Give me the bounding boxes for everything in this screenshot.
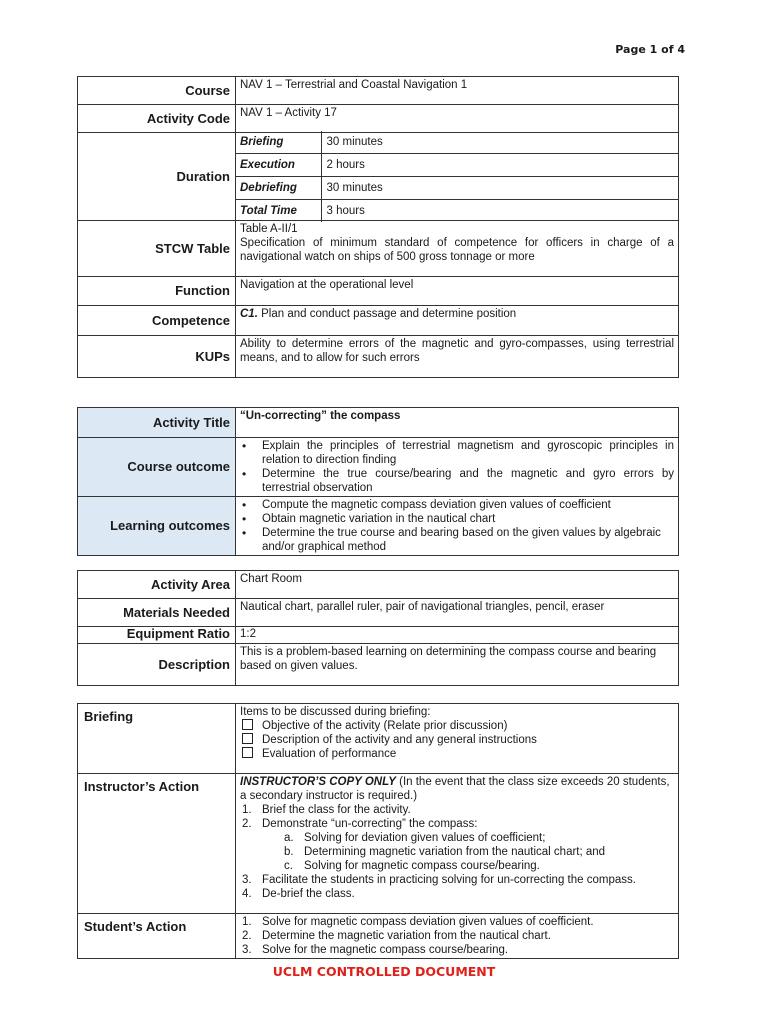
function-value: Navigation at the operational level — [236, 277, 679, 306]
list-item — [240, 943, 674, 957]
description-label: Description — [78, 644, 236, 686]
step-number: 1. — [242, 916, 252, 928]
course-label: Course — [78, 77, 236, 105]
student-action-content — [236, 914, 679, 959]
list-item — [240, 887, 674, 901]
list-item — [240, 831, 674, 845]
materials-value: Nautical chart, parallel ruler, pair of navigational triangles, pencil, eraser — [236, 599, 679, 627]
duration-row — [235, 200, 679, 223]
list-item — [240, 859, 674, 873]
activity-title-value: “Un-correcting” the compass — [236, 408, 679, 438]
step-number: 3. — [242, 944, 252, 956]
duration-value: 2 hours — [321, 154, 679, 177]
stcw-label: STCW Table — [78, 221, 236, 277]
student-action-label: Student’s Action — [78, 914, 236, 959]
page-of: of — [661, 43, 674, 56]
description-value: This is a problem-based learning on determining the compass course and bearing based on given values. — [236, 644, 679, 686]
instructor-action-label: Instructor’s Action — [78, 774, 236, 914]
course-outcome-list — [236, 438, 679, 497]
step-number: 1. — [242, 804, 252, 816]
checkbox-icon — [242, 747, 253, 758]
list-item — [240, 845, 674, 859]
list-item — [240, 817, 674, 831]
checklist-item-label: Objective of the activity (Relate prior discussion) — [262, 720, 508, 732]
duration-row — [235, 154, 679, 177]
competence-label: Competence — [78, 306, 236, 336]
step-number: 2. — [242, 930, 252, 942]
step-number: 4. — [242, 888, 252, 900]
course-value: NAV 1 – Terrestrial and Coastal Navigation 1 — [236, 77, 679, 105]
step-number: 2. — [242, 818, 252, 830]
stcw-value — [236, 221, 679, 277]
briefing-label: Briefing — [78, 704, 236, 774]
duration-table — [235, 131, 679, 222]
briefing-content — [236, 704, 679, 774]
instructor-note-text: (In the event that the class size exceeds 20 students, a secondary instructor is required.) — [240, 776, 670, 802]
competence-prefix: C1. — [240, 308, 258, 320]
checklist-item — [240, 747, 674, 761]
step-text: De-brief the class. — [262, 888, 355, 900]
step-text: Demonstrate “un-correcting” the compass: — [262, 818, 478, 830]
step-text: Determining magnetic variation from the nautical chart; and — [304, 846, 606, 858]
list-item: • Determine the true course/bearing and the magnetic and gyro errors by terrestrial observation — [240, 467, 674, 495]
instructor-note — [240, 775, 674, 803]
page-total: 4 — [677, 43, 685, 56]
step-text: Solving for magnetic compass course/bearing. — [304, 860, 540, 872]
list-item: • Determine the true course and bearing based on the given values by algebraic and/or graphical method — [240, 526, 674, 554]
course-info-table — [77, 76, 679, 378]
duration-value: 30 minutes — [321, 131, 679, 154]
briefing-intro: Items to be discussed during briefing: — [240, 706, 431, 718]
duration-name: Total Time — [235, 200, 321, 223]
step-text: Determine the magnetic variation from the nautical chart. — [262, 930, 551, 942]
step-text: Brief the class for the activity. — [262, 804, 411, 816]
duration-row — [235, 177, 679, 200]
course-outcome-label: Course outcome — [78, 438, 236, 497]
duration-value: 30 minutes — [321, 177, 679, 200]
step-number: c. — [284, 860, 293, 872]
materials-label: Materials Needed — [78, 599, 236, 627]
competence-text: Plan and conduct passage and determine position — [261, 308, 517, 320]
checklist-item-label: Description of the activity and any general instructions — [262, 734, 537, 746]
checklist-item — [240, 733, 674, 747]
activity-details-table — [77, 570, 679, 686]
step-number: 3. — [242, 874, 252, 886]
step-number: b. — [284, 846, 294, 858]
stcw-table-ref: Table A-II/1 — [240, 223, 298, 235]
duration-value: 3 hours — [321, 200, 679, 223]
list-item — [240, 873, 674, 887]
equipment-ratio-value: 1:2 — [236, 627, 679, 644]
learning-outcomes-list — [236, 497, 679, 556]
checkbox-icon — [242, 733, 253, 744]
activity-area-label: Activity Area — [78, 571, 236, 599]
function-label: Function — [78, 277, 236, 306]
activity-area-value: Chart Room — [236, 571, 679, 599]
step-number: a. — [284, 832, 294, 844]
step-text: Facilitate the students in practicing solving for un-correcting the compass. — [262, 874, 636, 886]
step-text: Solve for the magnetic compass course/bearing. — [262, 944, 509, 956]
step-text: Solving for deviation given values of coefficient; — [304, 832, 546, 844]
duration-name: Briefing — [235, 131, 321, 154]
instructor-copy-only: INSTRUCTOR’S COPY ONLY — [240, 776, 396, 788]
duration-name: Debriefing — [235, 177, 321, 200]
duration-row — [235, 131, 679, 154]
list-item — [240, 929, 674, 943]
list-item — [240, 915, 674, 929]
checkbox-icon — [242, 719, 253, 730]
step-text: Solve for magnetic compass deviation given values of coefficient. — [262, 916, 594, 928]
page-label: Page — [615, 43, 646, 56]
duration-name: Execution — [235, 154, 321, 177]
actions-table — [77, 703, 679, 959]
equipment-ratio-label: Equipment Ratio — [78, 627, 236, 644]
activity-title-label: Activity Title — [78, 408, 236, 438]
activity-code-value: NAV 1 – Activity 17 — [236, 105, 679, 133]
list-item: • Obtain magnetic variation in the nautical chart — [240, 512, 674, 526]
kups-value: Ability to determine errors of the magnetic and gyro-compasses, using terrestrial means, and to allow for such errors — [236, 336, 679, 378]
checklist-item — [240, 719, 674, 733]
kups-label: KUPs — [78, 336, 236, 378]
list-item — [240, 803, 674, 817]
outcomes-table — [77, 407, 679, 556]
page-number — [615, 43, 685, 56]
controlled-document-footer: UCLM CONTROLLED DOCUMENT — [272, 964, 496, 979]
duration-cell — [236, 133, 679, 221]
list-item: • Explain the principles of terrestrial magnetism and gyroscopic principles in relation to direction finding — [240, 439, 674, 467]
competence-value — [236, 306, 679, 336]
checklist-item-label: Evaluation of performance — [262, 748, 397, 760]
learning-outcomes-label: Learning outcomes — [78, 497, 236, 556]
stcw-specification: Specification of minimum standard of competence for officers in charge of a navigational watch on ships of 500 gross tonnage or more — [240, 237, 674, 263]
instructor-action-content — [236, 774, 679, 914]
page-current: 1 — [649, 43, 658, 56]
list-item: • Compute the magnetic compass deviation given values of coefficient — [240, 498, 674, 512]
activity-code-label: Activity Code — [78, 105, 236, 133]
duration-label: Duration — [78, 133, 236, 221]
